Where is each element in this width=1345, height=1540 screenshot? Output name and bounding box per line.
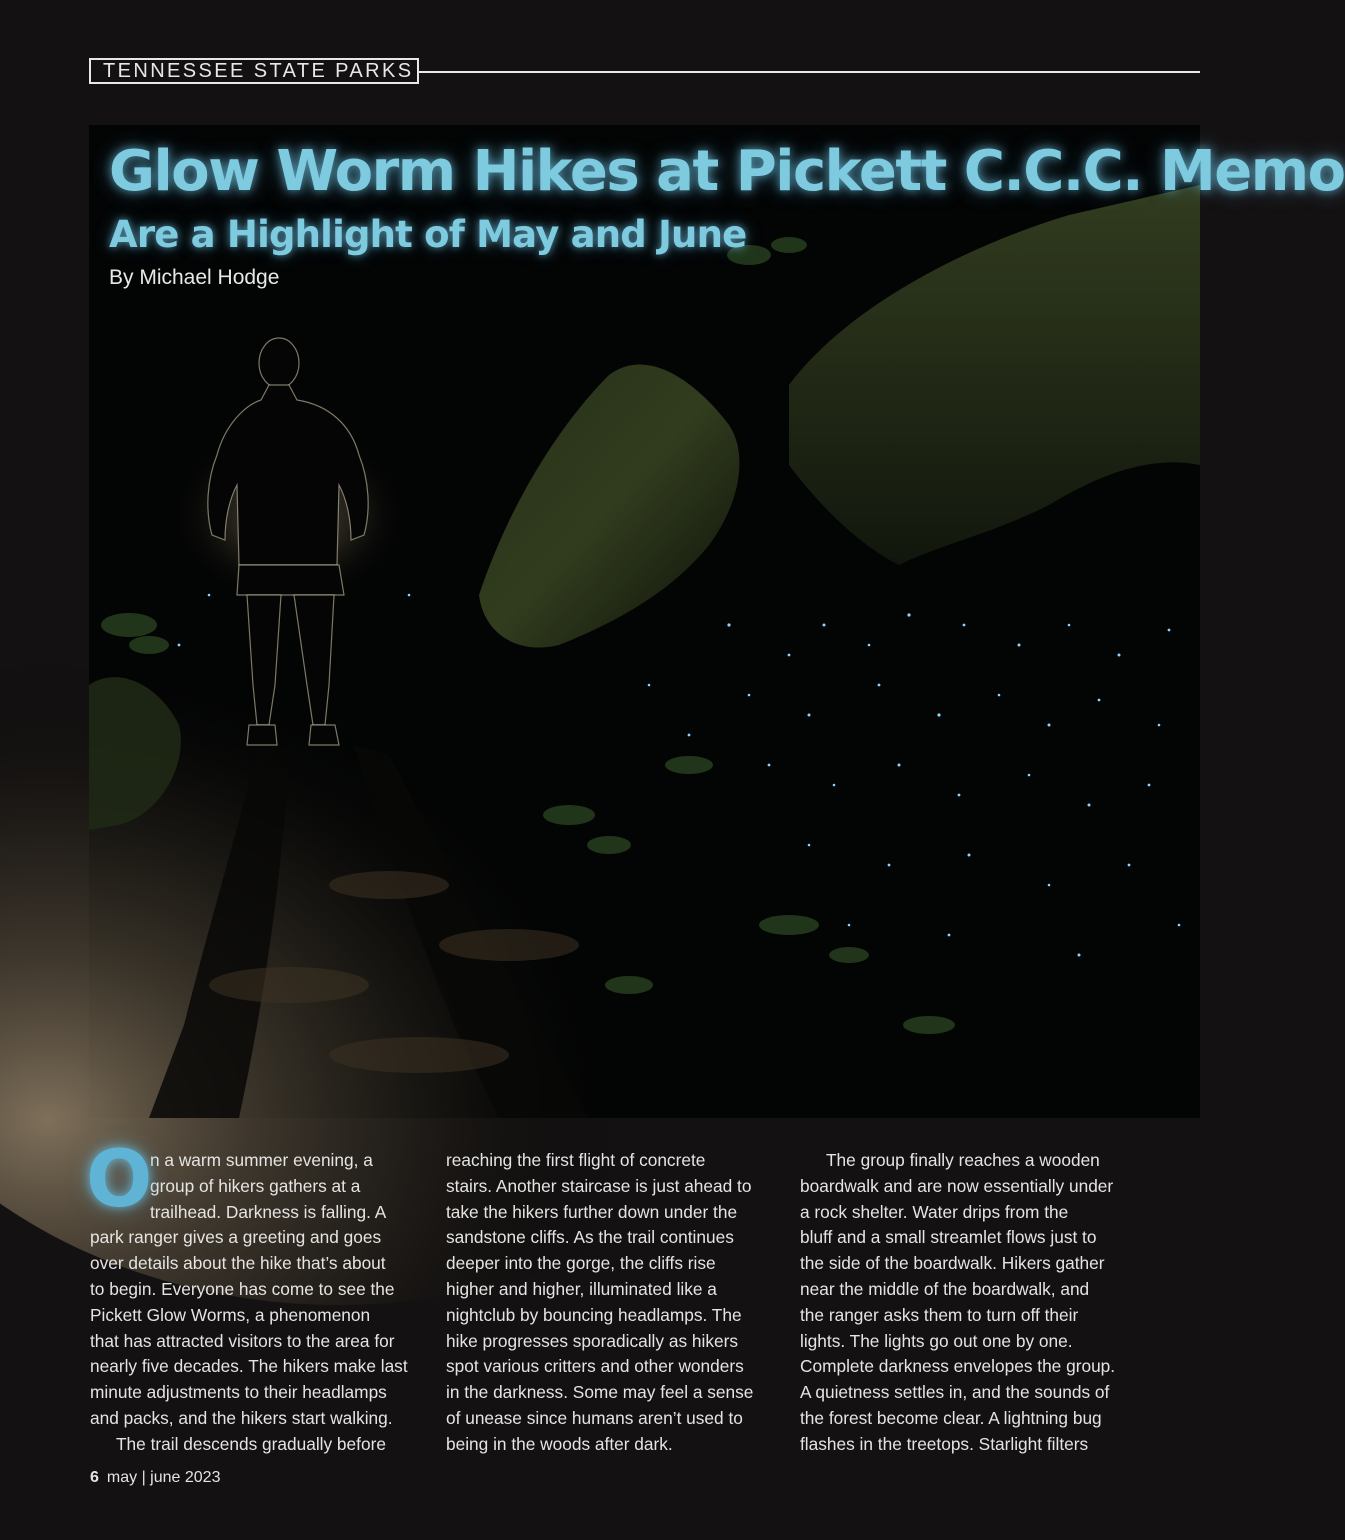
article-title: Glow Worm Hikes at Pickett C.C.C. Memo (109, 139, 1345, 204)
text-line: minute adjustments to their headlamps (90, 1382, 387, 1403)
text-column-3 (800, 1148, 1136, 1458)
text-line: near the middle of the boardwalk, and (800, 1278, 1090, 1299)
section-label: TENNESSEE STATE PARKS (89, 58, 419, 84)
text-line: take the hikers further down under the (446, 1201, 738, 1222)
text-line: Pickett Glow Worms, a phenomenon (90, 1304, 371, 1325)
text-line: A quietness settles in, and the sounds of (800, 1382, 1110, 1403)
text-line: spot various critters and other wonders (446, 1356, 744, 1377)
text-line: n a warm summer evening, a (150, 1150, 373, 1170)
article-subtitle: Are a Highlight of May and June (109, 213, 747, 256)
text-line: nightclub by bouncing headlamps. The (446, 1304, 742, 1325)
text-line: boardwalk and are now essentially under (800, 1175, 1114, 1196)
text-line: trailhead. Darkness is falling. A (150, 1201, 387, 1222)
text-line: nearly five decades. The hikers make last (90, 1356, 408, 1377)
text-line: park ranger gives a greeting and goes (90, 1227, 382, 1248)
text-line: Complete darkness envelopes the group. (800, 1356, 1116, 1377)
section-rule (419, 71, 1200, 73)
text-line: hike progresses sporadically as hikers (446, 1330, 738, 1351)
text-line: of unease since humans aren’t used to (446, 1407, 743, 1428)
byline: By Michael Hodge (109, 266, 280, 289)
text-line: the side of the boardwalk. Hikers gather (800, 1253, 1105, 1274)
text-line: and packs, and the hikers start walking. (90, 1407, 393, 1428)
text-line: the forest become clear. A lightning bug (800, 1407, 1102, 1428)
issue-date: may | june 2023 (106, 1469, 221, 1486)
text-line: higher and higher, illuminated like a (446, 1278, 717, 1299)
text-line: over details about the hike that’s about (90, 1253, 386, 1274)
text-line: the ranger asks them to turn off their (800, 1304, 1079, 1325)
text-line: to begin. Everyone has come to see the (90, 1278, 395, 1299)
text-column-2 (446, 1148, 782, 1458)
drop-cap: O (86, 1135, 153, 1225)
text-line: flashes in the treetops. Starlight filters (800, 1433, 1089, 1454)
text-line: lights. The lights go out one by one. (800, 1330, 1073, 1351)
page-number: 6 (90, 1469, 99, 1486)
text-line: a rock shelter. Water drips from the (800, 1201, 1069, 1222)
text-line: stairs. Another staircase is just ahead to (446, 1175, 752, 1196)
text-line: deeper into the gorge, the cliffs rise (446, 1253, 716, 1274)
text-line: that has attracted visitors to the area for (90, 1330, 395, 1351)
text-line: The trail descends gradually before (116, 1433, 386, 1454)
text-column-1 (86, 1135, 426, 1458)
text-line: being in the woods after dark. (446, 1433, 673, 1454)
text-line: bluff and a small streamlet flows just to (800, 1227, 1097, 1248)
page-footer (90, 1468, 220, 1488)
text-line: group of hikers gathers at a (150, 1175, 361, 1196)
text-line: in the darkness. Some may feel a sense (446, 1382, 754, 1403)
text-line: reaching the first flight of concrete (446, 1150, 706, 1170)
text-line: The group finally reaches a wooden (826, 1150, 1100, 1170)
text-line: sandstone cliffs. As the trail continues (446, 1227, 734, 1248)
